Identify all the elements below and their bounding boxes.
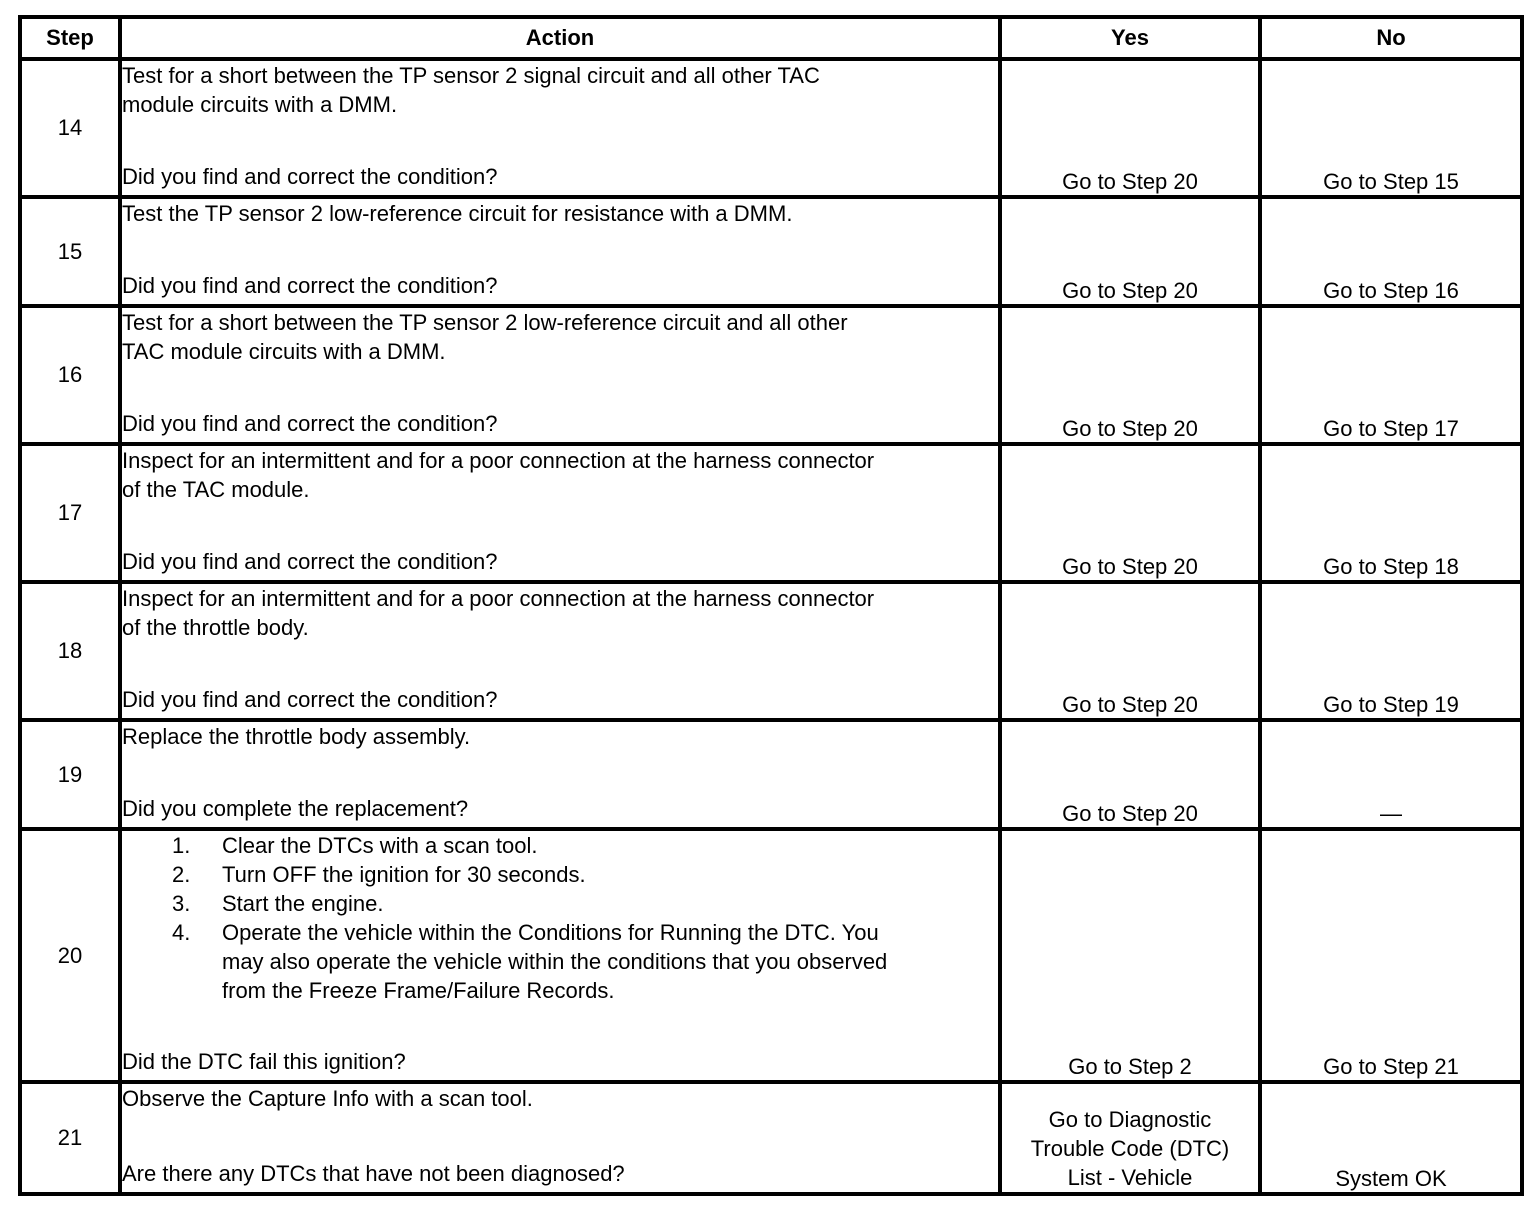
step-number: 20 <box>20 829 120 1082</box>
action-cell <box>120 197 1000 306</box>
yes-link-line: Go to Diagnostic <box>1048 1107 1212 1132</box>
header-no: No <box>1260 17 1522 59</box>
action-question: Did you find and correct the condition? <box>122 273 498 298</box>
step-number: 14 <box>20 59 120 197</box>
yes-cell: Go to Step 20 <box>1000 720 1260 829</box>
yes-link-line: List - Vehicle <box>1067 1165 1193 1190</box>
no-cell: Go to Step 21 <box>1260 829 1522 1082</box>
action-cell <box>120 1082 1000 1194</box>
yes-cell: Go to Step 20 <box>1000 444 1260 582</box>
action-cell <box>120 720 1000 829</box>
table-row <box>20 59 1522 197</box>
action-text: Replace the throttle body assembly. <box>122 724 471 749</box>
table-row <box>20 1082 1522 1194</box>
action-question: Did you find and correct the condition? <box>122 549 498 574</box>
no-cell: Go to Step 15 <box>1260 59 1522 197</box>
yes-cell <box>1000 1082 1260 1194</box>
list-text: may also operate the vehicle within the conditions that you observed <box>222 949 888 974</box>
table-row <box>20 582 1522 720</box>
header-yes: Yes <box>1000 17 1260 59</box>
list-item <box>172 831 998 860</box>
no-cell: System OK <box>1260 1082 1522 1194</box>
table-row <box>20 829 1522 1082</box>
action-question: Did you find and correct the condition? <box>122 411 498 436</box>
list-number: 2. <box>172 862 191 887</box>
list-text: from the Freeze Frame/Failure Records. <box>222 978 615 1003</box>
action-question: Did you find and correct the condition? <box>122 164 498 189</box>
list-item <box>172 889 998 918</box>
action-cell <box>120 59 1000 197</box>
action-cell <box>120 829 1000 1082</box>
action-text: module circuits with a DMM. <box>122 92 398 117</box>
yes-cell: Go to Step 20 <box>1000 306 1260 444</box>
no-cell: — <box>1260 720 1522 829</box>
action-question: Are there any DTCs that have not been diagnosed? <box>122 1161 625 1186</box>
yes-cell: Go to Step 20 <box>1000 197 1260 306</box>
step-number: 18 <box>20 582 120 720</box>
list-text: Clear the DTCs with a scan tool. <box>222 833 538 858</box>
no-cell: Go to Step 18 <box>1260 444 1522 582</box>
list-text: Turn OFF the ignition for 30 seconds. <box>222 862 586 887</box>
list-text: Start the engine. <box>222 891 384 916</box>
list-number: 3. <box>172 891 191 916</box>
list-number: 4. <box>172 920 191 945</box>
table-row <box>20 444 1522 582</box>
action-cell <box>120 444 1000 582</box>
table-row <box>20 306 1522 444</box>
no-cell: Go to Step 16 <box>1260 197 1522 306</box>
action-text: Observe the Capture Info with a scan tool. <box>122 1086 533 1111</box>
action-text: of the TAC module. <box>122 477 310 502</box>
action-text: Inspect for an intermittent and for a poor connection at the harness connector <box>122 448 875 473</box>
yes-cell: Go to Step 2 <box>1000 829 1260 1082</box>
action-text: Test for a short between the TP sensor 2 signal circuit and all other TAC <box>122 63 820 88</box>
action-cell <box>120 582 1000 720</box>
yes-cell: Go to Step 20 <box>1000 582 1260 720</box>
action-text: Test for a short between the TP sensor 2 low-reference circuit and all other <box>122 310 848 335</box>
header-step: Step <box>20 17 120 59</box>
table-row <box>20 197 1522 306</box>
no-cell: Go to Step 19 <box>1260 582 1522 720</box>
procedure-list <box>122 831 998 1005</box>
table-row <box>20 720 1522 829</box>
action-question: Did the DTC fail this ignition? <box>122 1049 406 1074</box>
diagnostic-table <box>18 15 1524 1196</box>
list-text: Operate the vehicle within the Conditions for Running the DTC. You <box>222 920 879 945</box>
action-text: of the throttle body. <box>122 615 309 640</box>
step-number: 15 <box>20 197 120 306</box>
action-question: Did you find and correct the condition? <box>122 687 498 712</box>
step-number: 16 <box>20 306 120 444</box>
step-number: 21 <box>20 1082 120 1194</box>
list-number: 1. <box>172 833 191 858</box>
action-cell <box>120 306 1000 444</box>
list-item <box>172 918 998 1005</box>
step-number: 19 <box>20 720 120 829</box>
header-action: Action <box>120 17 1000 59</box>
yes-cell: Go to Step 20 <box>1000 59 1260 197</box>
action-text: Test the TP sensor 2 low-reference circuit for resistance with a DMM. <box>122 201 793 226</box>
yes-link-line: Trouble Code (DTC) <box>1030 1136 1230 1161</box>
header-row <box>20 17 1522 59</box>
action-text: Inspect for an intermittent and for a poor connection at the harness connector <box>122 586 875 611</box>
action-question: Did you complete the replacement? <box>122 796 469 821</box>
list-item <box>172 860 998 889</box>
step-number: 17 <box>20 444 120 582</box>
action-text: TAC module circuits with a DMM. <box>122 339 446 364</box>
no-cell: Go to Step 17 <box>1260 306 1522 444</box>
